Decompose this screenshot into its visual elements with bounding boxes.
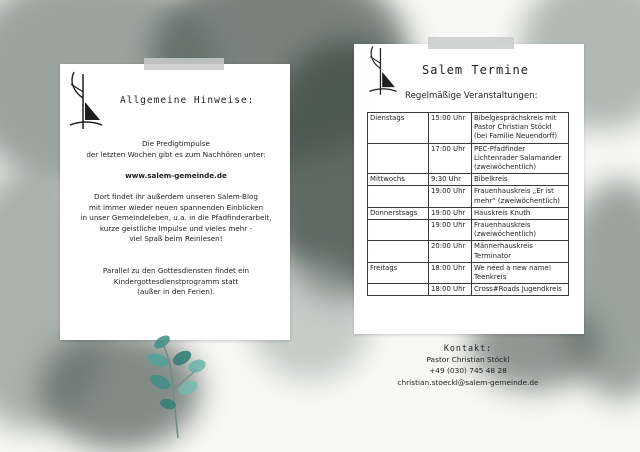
- schedule-time: 19:00 Uhr: [429, 207, 472, 219]
- schedule-day: Mittwochs: [368, 174, 429, 186]
- tape-strip-right: [428, 37, 514, 49]
- kids-line: Parallel zu den Gottesdiensten findet ein: [102, 266, 250, 276]
- contact-block: [352, 343, 584, 388]
- schedule-time: 18:00 Uhr: [429, 262, 472, 283]
- schedule-event: [472, 207, 569, 219]
- kids-line: (außer in den Ferien).: [137, 287, 215, 297]
- schedule-event: [472, 143, 569, 174]
- contact-phone[interactable]: +49 (030) 745 48 28: [429, 366, 507, 376]
- schedule-event-line: Teenkreis: [474, 273, 507, 282]
- schedule-event: [472, 241, 569, 262]
- schedule-event-line: Pastor Christian Stöckl: [474, 123, 552, 132]
- schedule-time: 20:00 Uhr: [429, 241, 472, 262]
- schedule-row: [368, 284, 569, 296]
- schedule-day: Freitags: [368, 262, 429, 283]
- schedule-event-line: Frauenhauskreis: [474, 221, 531, 230]
- schedule-event-line: Cross#Roads Jugendkreis: [474, 285, 562, 294]
- schedule-event-line: Bibelkreis: [474, 175, 508, 184]
- schedule-row: [368, 262, 569, 283]
- schedule-event-line: Bibelgesprächskreis mit: [474, 114, 557, 122]
- schedule-event: [472, 174, 569, 186]
- church-logo-icon: [66, 70, 106, 132]
- schedule-row: [368, 113, 569, 144]
- schedule-row: [368, 241, 569, 262]
- schedule-row: [368, 220, 569, 241]
- intro-line: der letzten Wochen gibt es zum Nachhören unter:: [86, 149, 266, 159]
- kids-line: Kindergottesdienstprogramm statt: [113, 276, 239, 286]
- schedule-time: 9:30 Uhr: [429, 174, 472, 186]
- schedule-subheading: Regelmäßige Veranstaltungen:: [405, 91, 538, 101]
- schedule-event: [472, 284, 569, 296]
- schedule-event-line: Lichtenrader Salamander: [474, 153, 562, 162]
- schedule-event-line: Männerhauskreis: [474, 242, 533, 251]
- eucalyptus-sprig-icon: [134, 330, 214, 440]
- intro-line: Die Predigtimpulse: [142, 139, 210, 148]
- schedule-event-line: We need a new name!: [474, 263, 552, 272]
- schedule-day: [368, 241, 429, 262]
- schedule-event: [472, 113, 569, 144]
- schedule-time: 18:00 Uhr: [429, 284, 472, 296]
- schedule-row: [368, 174, 569, 186]
- blog-line: in unser Gemeindeleben, u.a. in die Pfadfinderarbeit,: [80, 213, 272, 223]
- schedule-event: [472, 220, 569, 241]
- schedule-event-line: Terminator: [474, 251, 511, 260]
- schedule-event-line: (bei Familie Neuendorff): [474, 132, 558, 141]
- contact-email[interactable]: christian.stoeckl@salem-gemeinde.de: [397, 377, 539, 387]
- schedule-event-line: Hauskreis Knuth: [474, 208, 531, 217]
- schedule-event-line: PEC-Pfadfinder: [474, 144, 526, 153]
- schedule-event: [472, 186, 569, 207]
- tape-strip-left: [144, 58, 224, 70]
- schedule-row: [368, 143, 569, 174]
- schedule-table: [367, 112, 569, 296]
- schedule-day: [368, 186, 429, 207]
- schedule-event: [472, 262, 569, 283]
- blog-line: viel Spaß beim Reinlesen!: [129, 234, 223, 244]
- schedule-event-line: (zweiwöchentlich): [474, 230, 537, 239]
- right-card-heading: Salem Termine: [422, 63, 529, 77]
- schedule-day: Donnerstsags: [368, 207, 429, 219]
- schedule-event-line: Frauenhauskreis „Er ist: [474, 187, 554, 196]
- blog-line: mit immer wieder neuen spannenden Einblicken: [88, 202, 264, 212]
- schedule-day: [368, 143, 429, 174]
- schedule-time: 19:00 Uhr: [429, 220, 472, 241]
- schedule-time: 17:00 Uhr: [429, 143, 472, 174]
- left-card-heading: Allgemeine Hinweise:: [120, 95, 255, 106]
- schedule-day: [368, 284, 429, 296]
- contact-heading: Kontakt:: [443, 343, 493, 353]
- schedule-day: Dienstags: [368, 113, 429, 144]
- schedule-row: [368, 186, 569, 207]
- blog-line: Dort findet ihr außerdem unseren Salem-Blog: [94, 191, 258, 201]
- schedule-day: [368, 220, 429, 241]
- schedule-event-line: (zweiwöchentlich): [474, 163, 537, 172]
- schedule-row: [368, 207, 569, 219]
- schedule-event-line: mehr“ (zweiwöchentlich): [474, 196, 560, 205]
- blog-line: kurze geistliche Impulse und vieles mehr -: [99, 223, 253, 233]
- church-logo-icon: [366, 44, 400, 98]
- contact-name: Pastor Christian Stöckl: [426, 355, 510, 365]
- schedule-time: 19:00 Uhr: [429, 186, 472, 207]
- website-link[interactable]: www.salem-gemeinde.de: [125, 170, 227, 180]
- left-card-body: [62, 139, 290, 298]
- schedule-time: 15:00 Uhr: [429, 113, 472, 144]
